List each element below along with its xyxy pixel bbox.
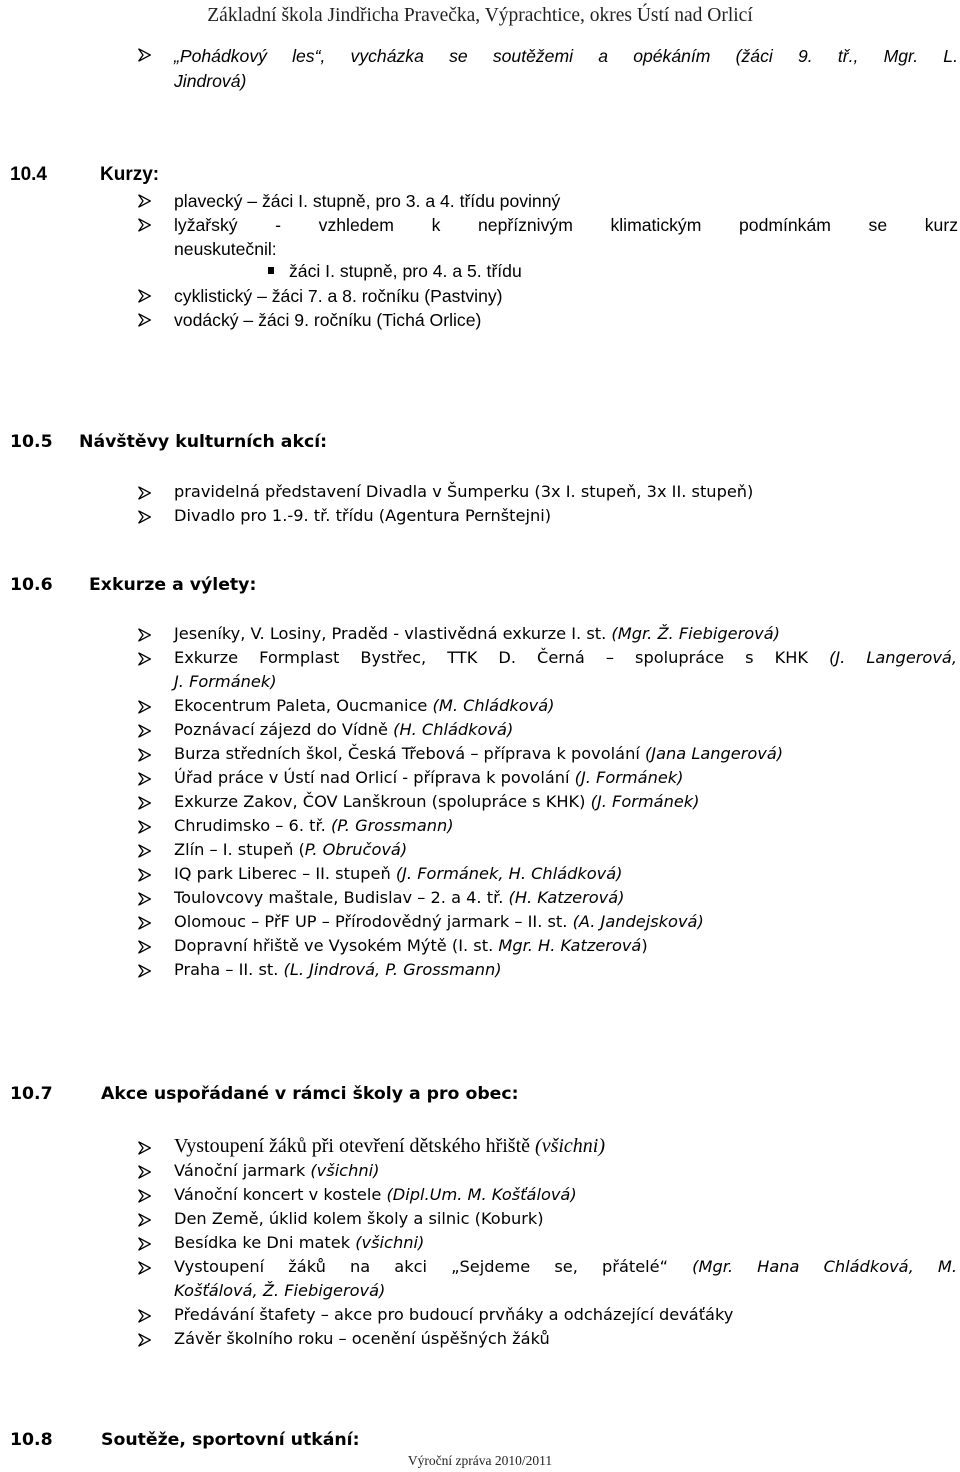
arrowhead-bullet-icon [138,289,151,303]
arrowhead-bullet-icon [138,1309,151,1323]
arrowhead-bullet-icon [138,1141,151,1155]
arrowhead-bullet-icon [138,218,151,232]
section-title: Návštěvy kulturních akcí: [79,432,328,452]
section-title: Kurzy: [100,164,160,185]
list-item: Vánoční jarmark (všichni) [174,1161,380,1180]
list-item: plavecký – žáci I. stupně, pro 3. a 4. třídu povinný [174,191,561,211]
list-item: Vystoupení žáků při otevření dětského hřiště (všichni) [174,1135,606,1157]
arrowhead-bullet-icon [138,1261,151,1275]
list-item-continuation: Košťálová, Ž. Fiebigerová) [174,1281,386,1300]
list-item: Dopravní hřiště ve Vysokém Mýtě (I. st. Mgr. H. Katzerová) [174,936,648,955]
list-item: Burza středních škol, Česká Třebová – příprava k povolání (Jana Langerová) [174,744,784,763]
arrowhead-bullet-icon [138,194,151,208]
arrowhead-bullet-icon [138,700,151,714]
arrowhead-bullet-icon [138,1237,151,1251]
list-item-continuation: J. Formánek) [174,672,277,691]
arrowhead-bullet-icon [138,486,151,500]
arrowhead-bullet-icon [138,748,151,762]
arrowhead-bullet-icon [138,313,151,327]
list-item: Vánoční koncert v kostele (Dipl.Um. M. Košťálová) [174,1185,577,1204]
arrowhead-bullet-icon [138,628,151,642]
arrowhead-bullet-icon [138,652,151,666]
page-footer: Výroční zpráva 2010/2011 [407,1453,553,1468]
list-item: lyžařský - vzhledem k nepříznivým klimatickým podmínkám se kurz [174,215,958,235]
list-item: Exkurze Zakov, ČOV Lanškroun (spolupráce s KHK) (J. Formánek) [174,792,700,811]
section-number: 10.5 [10,432,53,452]
list-item: Úřad práce v Ústí nad Orlicí - příprava k povolání (J. Formánek) [174,768,684,787]
list-item: pravidelná představení Divadla v Šumperku (3x I. stupeň, 3x II. stupeň) [174,482,754,501]
arrowhead-bullet-icon [138,964,151,978]
list-item-continuation: Jindrová) [174,71,247,91]
list-item: Jeseníky, V. Losiny, Praděd - vlastivědná exkurze I. st. (Mgr. Ž. Fiebigerová) [174,624,780,643]
list-item: Předávání štafety – akce pro budoucí prvňáky a odcházející deváťáky [174,1305,734,1324]
list-item: „Pohádkový les“, vycházka se soutěžemi a opékáním (žáci 9. tř., Mgr. L. [174,46,958,66]
list-item: vodácký – žáci 9. ročníku (Tichá Orlice) [174,310,482,330]
sub-list-item: žáci I. stupně, pro 4. a 5. třídu [289,261,522,281]
list-item: IQ park Liberec – II. stupeň (J. Formánek, H. Chládková) [174,864,623,883]
section-number: 10.8 [10,1430,53,1450]
section-title: Exkurze a výlety: [89,575,257,595]
section-title: Soutěže, sportovní utkání: [101,1430,360,1450]
arrowhead-bullet-icon [138,1165,151,1179]
arrowhead-bullet-icon [138,48,151,62]
list-item: Chrudimsko – 6. tř. (P. Grossmann) [174,816,454,835]
list-item: Vystoupení žáků na akci „Sejdeme se, přátelé“ (Mgr. Hana Chládková, M. [174,1257,957,1276]
arrowhead-bullet-icon [138,796,151,810]
list-item: Ekocentrum Paleta, Oucmanice (M. Chládková) [174,696,555,715]
arrowhead-bullet-icon [138,772,151,786]
list-item: Poznávací zájezd do Vídně (H. Chládková) [174,720,514,739]
arrowhead-bullet-icon [138,1213,151,1227]
list-item: Zlín – I. stupeň (P. Obručová) [174,840,408,859]
arrowhead-bullet-icon [138,1333,151,1347]
section-number: 10.6 [10,575,53,595]
arrowhead-bullet-icon [138,510,151,524]
arrowhead-bullet-icon [138,916,151,930]
list-item: Besídka ke Dni matek (všichni) [174,1233,425,1252]
arrowhead-bullet-icon [138,844,151,858]
arrowhead-bullet-icon [138,1189,151,1203]
arrowhead-bullet-icon [138,724,151,738]
list-item: Divadlo pro 1.-9. tř. třídu (Agentura Pernštejni) [174,506,552,525]
list-item: cyklistický – žáci 7. a 8. ročníku (Pastviny) [174,286,503,306]
arrowhead-bullet-icon [138,892,151,906]
arrowhead-bullet-icon [138,940,151,954]
page-header: Základní škola Jindřicha Pravečka, Výprachtice, okres Ústí nad Orlicí [207,5,753,26]
list-item: Exkurze Formplast Bystřec, TTK D. Černá – spolupráce s KHK (J. Langerová, [174,648,957,667]
square-bullet-icon [268,267,274,274]
section-title: Akce uspořádané v rámci školy a pro obec: [101,1084,519,1104]
list-item: Den Země, úklid kolem školy a silnic (Koburk) [174,1209,544,1228]
list-item: Praha – II. st. (L. Jindrová, P. Grossmann) [174,960,502,979]
section-number: 10.4 [10,164,47,185]
list-item: Olomouc – PřF UP – Přírodovědný jarmark – II. st. (A. Jandejsková) [174,912,704,931]
section-number: 10.7 [10,1084,53,1104]
list-item: Závěr školního roku – ocenění úspěšných žáků [174,1329,550,1348]
list-item: Toulovcovy maštale, Budislav – 2. a 4. tř. (H. Katzerová) [174,888,625,907]
list-item-continuation: neuskutečnil: [174,239,277,259]
arrowhead-bullet-icon [138,868,151,882]
arrowhead-bullet-icon [138,820,151,834]
